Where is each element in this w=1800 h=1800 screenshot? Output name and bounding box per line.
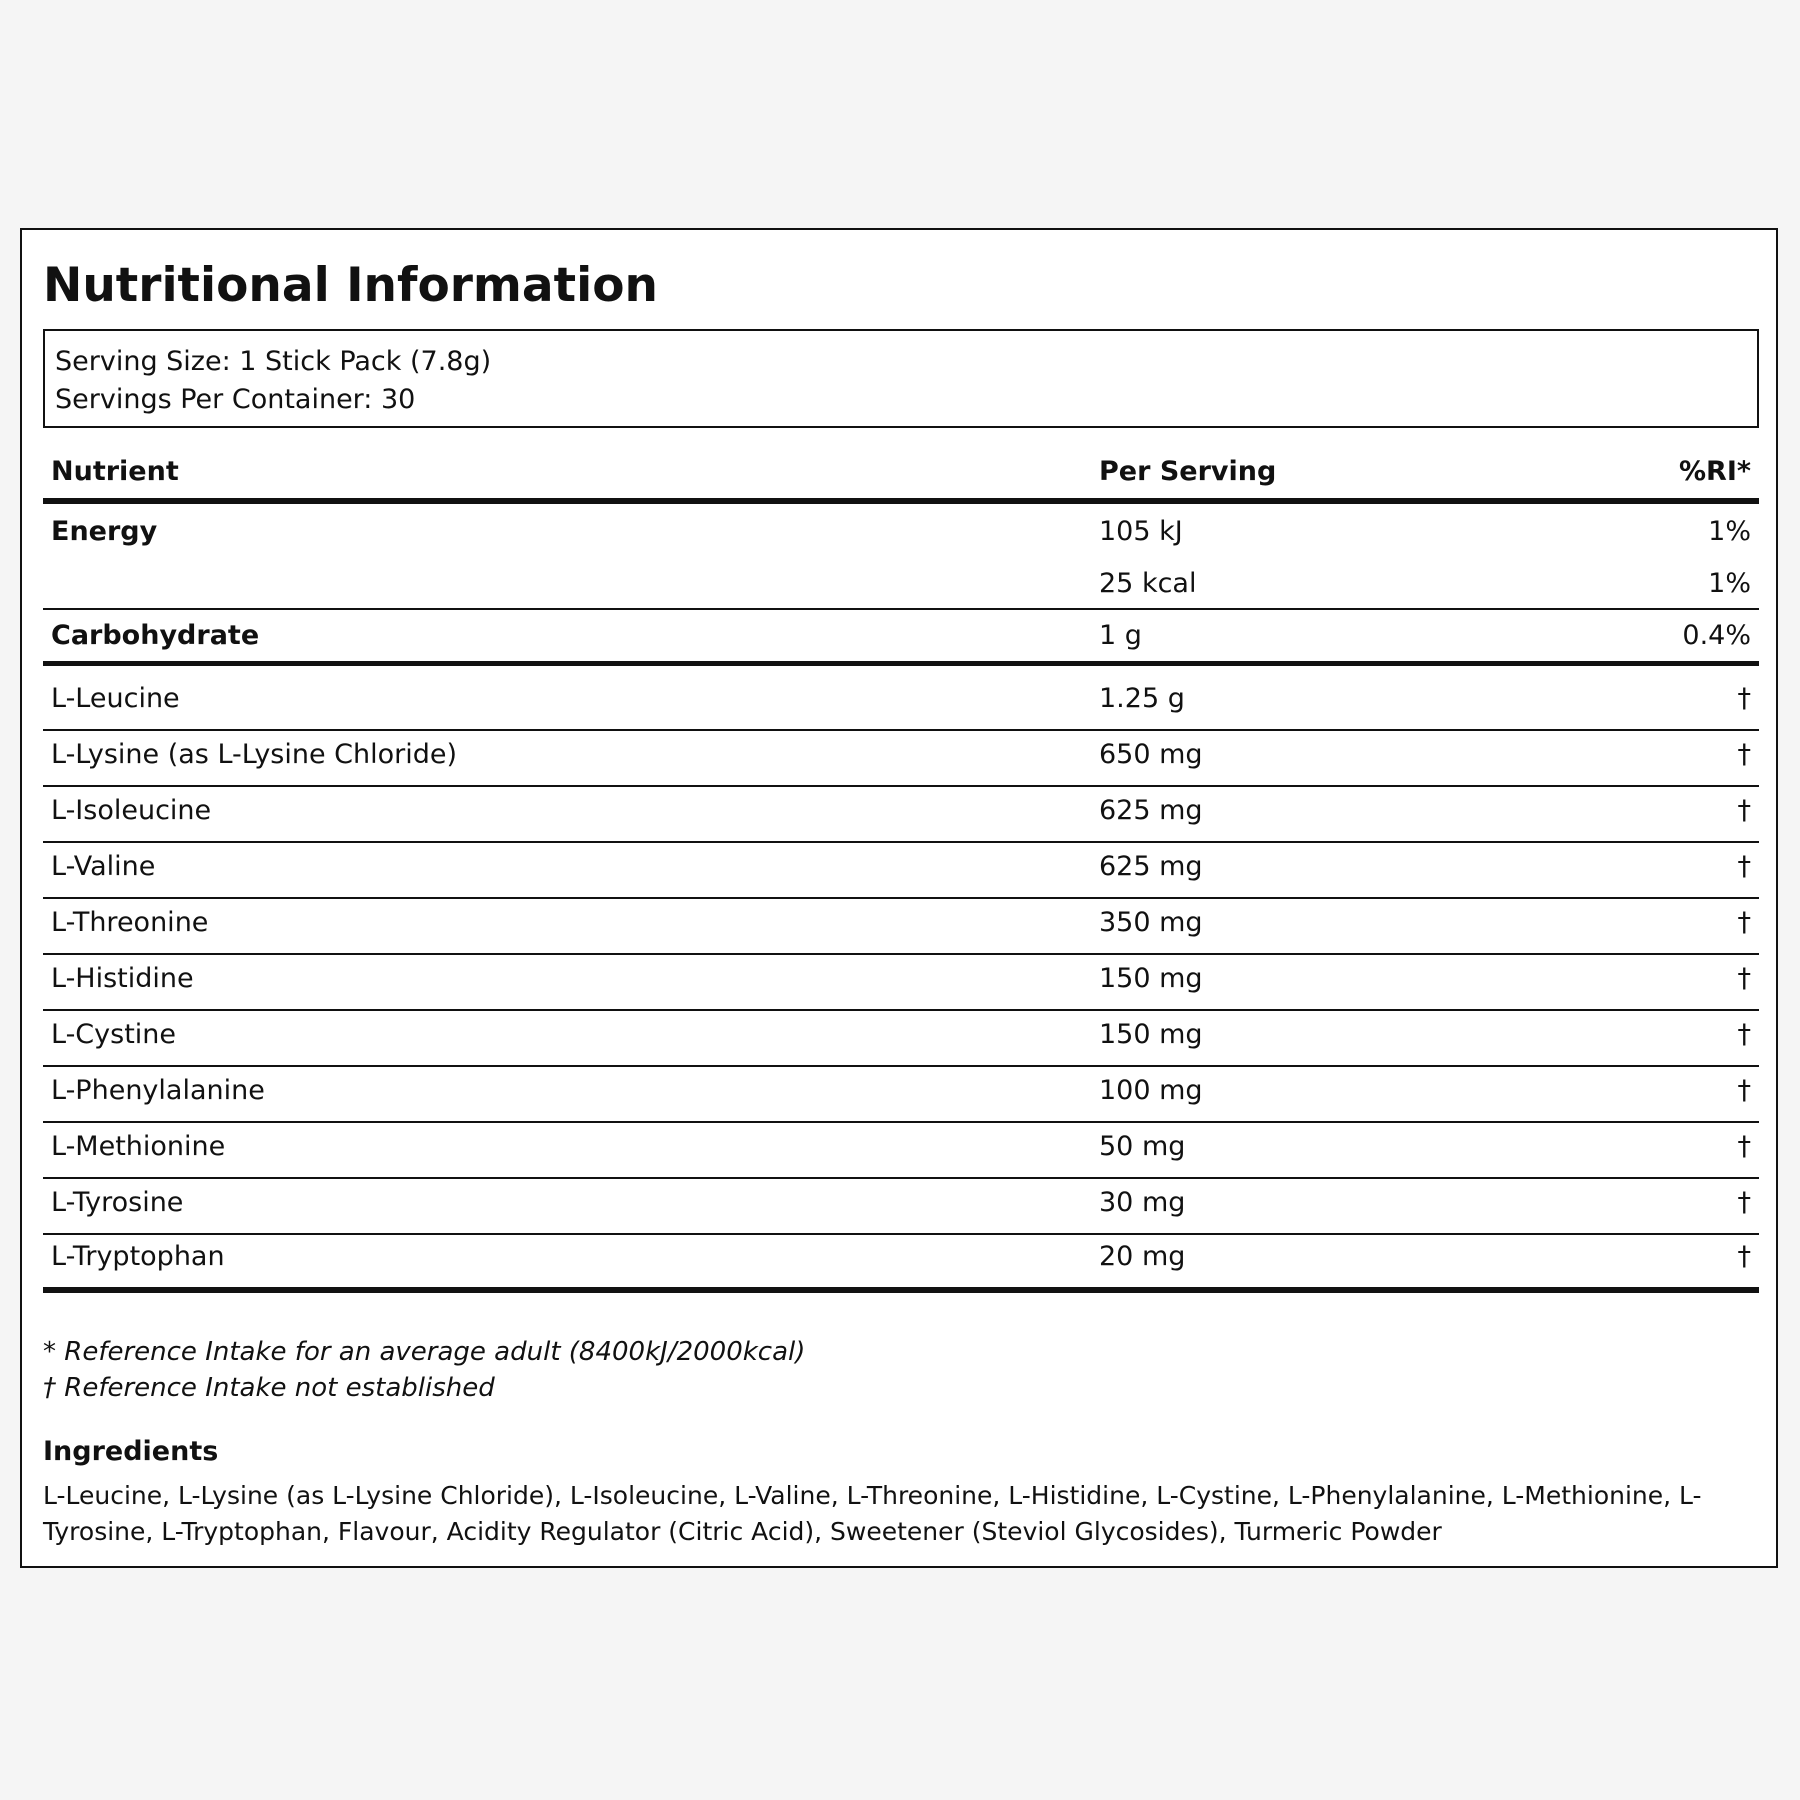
amino-acid-amount: 20 mg xyxy=(1099,1241,1186,1272)
energy-kcal: 25 kcal xyxy=(1099,568,1197,599)
amino-acid-ri: † xyxy=(1737,795,1751,826)
carbohydrate-row xyxy=(43,610,1759,666)
energy-row-kcal xyxy=(43,560,1759,610)
amino-acid-amount: 1.25 g xyxy=(1099,683,1185,714)
amino-acid-ri: † xyxy=(1737,1019,1751,1050)
carbohydrate-label: Carbohydrate xyxy=(51,620,260,651)
table-row xyxy=(43,731,1759,787)
amino-acid-ri: † xyxy=(1737,739,1751,770)
amino-acid-ri: † xyxy=(1737,1241,1751,1272)
amino-acid-name: L-Cystine xyxy=(51,1019,177,1050)
amino-acid-amount: 625 mg xyxy=(1099,851,1203,882)
amino-acid-name: L-Histidine xyxy=(51,963,194,994)
amino-acid-name: L-Isoleucine xyxy=(51,795,212,826)
energy-kj-ri: 1% xyxy=(1708,516,1751,547)
amino-acid-name: L-Tyrosine xyxy=(51,1187,184,1218)
table-row xyxy=(43,1179,1759,1235)
amino-acid-name: L-Lysine (as L-Lysine Chloride) xyxy=(51,739,458,770)
carbohydrate-ri: 0.4% xyxy=(1682,620,1751,651)
header-nutrient: Nutrient xyxy=(51,456,179,487)
table-row xyxy=(43,787,1759,843)
amino-acid-ri: † xyxy=(1737,851,1751,882)
amino-acid-amount: 30 mg xyxy=(1099,1187,1186,1218)
energy-row-kj xyxy=(43,504,1759,560)
servings-per-container: Servings Per Container: 30 xyxy=(55,384,416,415)
amino-acid-amount: 625 mg xyxy=(1099,795,1203,826)
serving-size: Serving Size: 1 Stick Pack (7.8g) xyxy=(55,346,492,377)
amino-acid-ri: † xyxy=(1737,907,1751,938)
amino-acid-name: L-Valine xyxy=(51,851,156,882)
ingredients-heading: Ingredients xyxy=(43,1436,219,1467)
label-title: Nutritional Information xyxy=(43,258,658,313)
carbohydrate-amount: 1 g xyxy=(1099,620,1142,651)
table-row xyxy=(43,899,1759,955)
footnote-reference-intake: * Reference Intake for an average adult (8400kJ/2000kcal) xyxy=(43,1337,806,1367)
header-ri: %RI* xyxy=(1678,456,1751,487)
ingredients-list: L-Leucine, L-Lysine (as L-Lysine Chloride), L-Isoleucine, L-Valine, L-Threonine, L-Histidine, L-Cystine, L-Phenylalanine, L-Methionine, L-Tyrosine, L-Tryptophan, Flavour, Acidity Regulator (Citric Acid), Sweetener (Steviol Glycosides), Turmeric Powder xyxy=(43,1481,1702,1546)
amino-acid-name: L-Threonine xyxy=(51,907,209,938)
table-row xyxy=(43,1011,1759,1067)
serving-info-box xyxy=(43,329,1759,428)
energy-kj: 105 kJ xyxy=(1099,516,1183,547)
nutrition-label-panel xyxy=(20,228,1778,1568)
amino-acid-ri: † xyxy=(1737,1187,1751,1218)
footnotes xyxy=(43,1334,1759,1406)
amino-acid-ri: † xyxy=(1737,963,1751,994)
nutrition-table xyxy=(43,448,1759,1293)
amino-acid-name: L-Phenylalanine xyxy=(51,1075,265,1106)
amino-acid-amount: 650 mg xyxy=(1099,739,1203,770)
amino-acid-amount: 150 mg xyxy=(1099,963,1203,994)
table-row xyxy=(43,843,1759,899)
amino-acid-name: L-Tryptophan xyxy=(51,1241,225,1272)
energy-label: Energy xyxy=(51,516,158,547)
table-row xyxy=(43,1067,1759,1123)
table-row xyxy=(43,1123,1759,1179)
amino-acid-amount: 50 mg xyxy=(1099,1131,1186,1162)
table-row xyxy=(43,1235,1759,1293)
amino-acid-amount: 350 mg xyxy=(1099,907,1203,938)
footnote-not-established: † Reference Intake not established xyxy=(43,1373,495,1403)
amino-acid-ri: † xyxy=(1737,1075,1751,1106)
table-row xyxy=(43,955,1759,1011)
amino-acid-name: L-Leucine xyxy=(51,683,180,714)
amino-acid-name: L-Methionine xyxy=(51,1131,226,1162)
energy-kcal-ri: 1% xyxy=(1708,568,1751,599)
table-row xyxy=(43,666,1759,731)
amino-acid-ri: † xyxy=(1737,683,1751,714)
amino-acid-amount: 100 mg xyxy=(1099,1075,1203,1106)
header-per-serving: Per Serving xyxy=(1099,456,1277,487)
amino-acid-amount: 150 mg xyxy=(1099,1019,1203,1050)
amino-acid-ri: † xyxy=(1737,1131,1751,1162)
table-header-row xyxy=(43,448,1759,504)
